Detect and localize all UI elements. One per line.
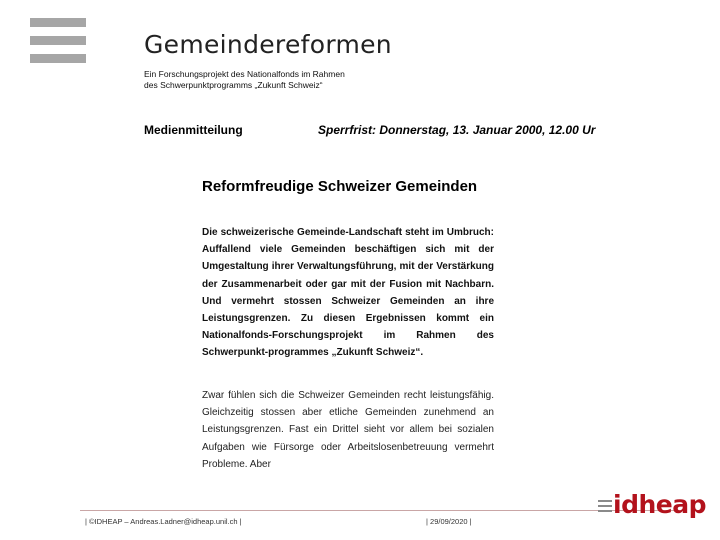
logo-lines-icon: [598, 500, 612, 515]
embargo-notice: Sperrfrist: Donnerstag, 13. Januar 2000, 12.00 Ur: [318, 123, 596, 137]
bar-1: [30, 18, 86, 27]
subtitle-line-2: des Schwerpunktprogramms „Zukunft Schweiz“: [144, 80, 323, 90]
slide-title: Gemeindereformen: [144, 30, 392, 59]
bar-3: [30, 54, 86, 63]
footer-date: | 29/09/2020 |: [426, 517, 472, 526]
press-paragraph-1: Die schweizerische Gemeinde-Landschaft steht im Umbruch: Auffallend viele Gemeinden beschäftigen sich mit der Umgestaltung ihrer Verwaltungsführung, mit der Verstärkung der Zusammenarbeit oder gar mit der Fusion mit Nachbarn. Und vermehrt stossen Schweizer Gemeinden an ihre Leistungsgrenzen. Zu diesen Ergebnissen kommt ein Nationalfonds-Forschungsprojekt im Rahmen des Schwerpunkt-programmes „Zukunft Schweiz“.: [202, 227, 494, 359]
media-release-label: Medienmitteilung: [144, 123, 243, 137]
slide-subtitle: [144, 69, 345, 91]
press-headline: Reformfreudige Schweizer Gemeinden: [202, 178, 478, 195]
footer-divider: [80, 510, 680, 511]
logo-wordmark: idheap: [613, 490, 706, 519]
idheap-logo: [598, 490, 706, 522]
menu-bars-decoration: [30, 18, 86, 72]
footer-copyright: | ©IDHEAP – Andreas.Ladner@idheap.unil.ch |: [85, 517, 242, 526]
subtitle-line-1: Ein Forschungsprojekt des Nationalfonds im Rahmen: [144, 69, 345, 79]
press-paragraph-2: Zwar fühlen sich die Schweizer Gemeinden recht leistungsfähig. Gleichzeitig stossen aber etliche Gemeinden zunehmend an Leistungsgrenzen. Fast ein Drittel sieht vor allem bei sozialen Aufgaben wie Fürsorge oder Arbeitslosenbetreuung vermehrt Probleme. Aber: [202, 390, 494, 470]
bar-2: [30, 36, 86, 45]
